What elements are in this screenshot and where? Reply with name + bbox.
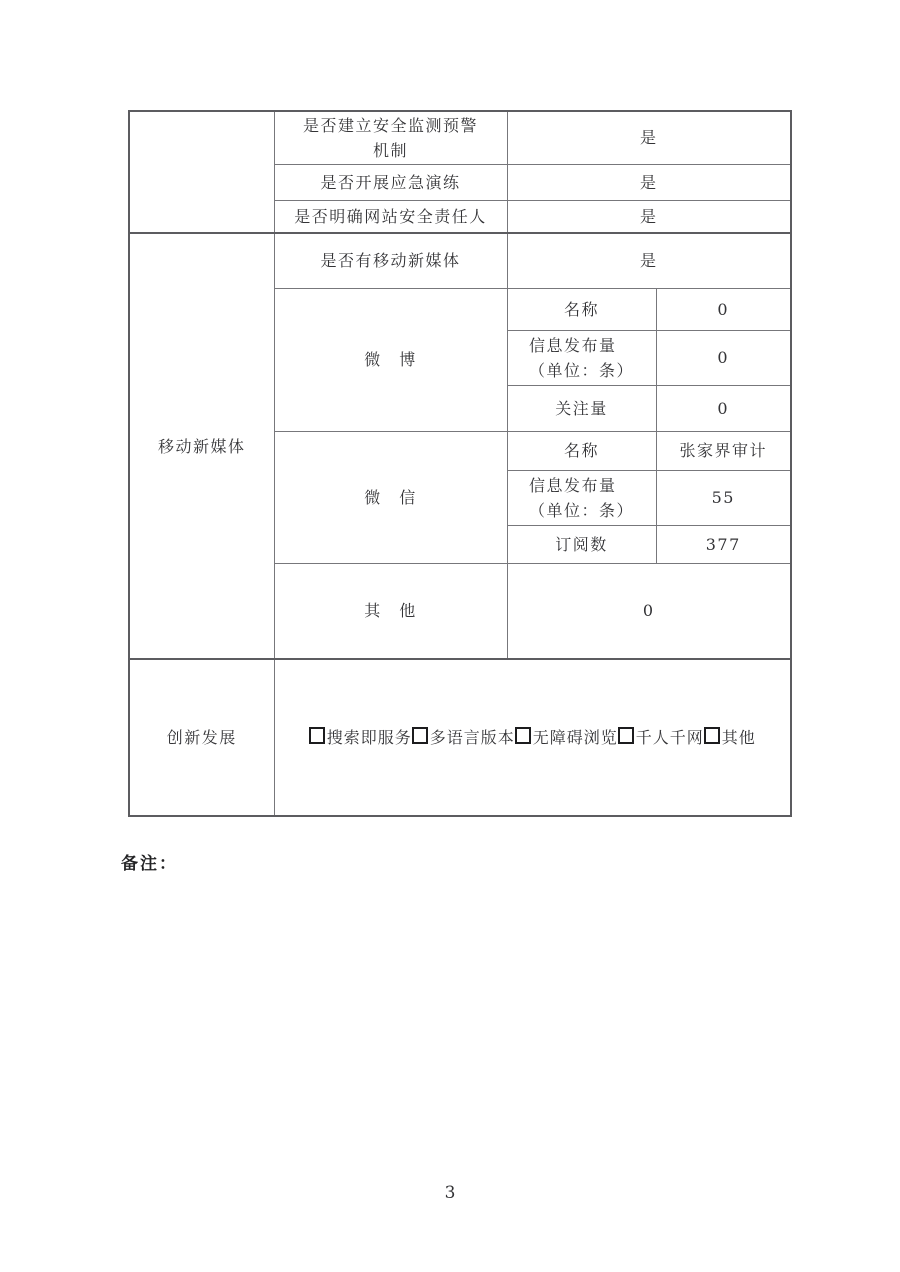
value-wechat-subscribers: 377	[656, 525, 791, 563]
section-label-innovation: 创新发展	[129, 659, 274, 816]
label-other-media: 其 他	[274, 563, 507, 659]
value-has-mobile-media: 是	[507, 233, 791, 288]
label-wechat-name: 名称	[507, 431, 656, 470]
checkbox-icon[interactable]	[618, 727, 634, 744]
option-accessibility	[515, 728, 618, 747]
label-has-mobile-media: 是否有移动新媒体	[274, 233, 507, 288]
label-weibo-name: 名称	[507, 288, 656, 330]
value-security-responsible-person: 是	[507, 200, 791, 233]
label-line: 信息发布量	[528, 475, 617, 495]
option-label: 其他	[721, 728, 756, 747]
section-label-mobile-media: 移动新媒体	[129, 233, 274, 659]
label-line: 机制	[372, 140, 408, 160]
label-weibo-followers: 关注量	[507, 385, 656, 431]
value-other-media: 0	[507, 563, 791, 659]
table-row	[129, 111, 791, 164]
option-label: 多语言版本	[429, 728, 515, 747]
remarks-label: 备注：	[121, 854, 178, 874]
label-wechat-posts	[507, 470, 656, 525]
option-label: 搜索即服务	[326, 728, 412, 747]
option-label: 无障碍浏览	[532, 728, 618, 747]
label-security-warning-mechanism	[274, 111, 507, 164]
two-line-label	[529, 473, 634, 523]
page-number: 3	[444, 1183, 456, 1203]
checkbox-icon[interactable]	[704, 727, 720, 744]
value-emergency-drill: 是	[507, 164, 791, 200]
checkbox-icon[interactable]	[412, 727, 428, 744]
checkbox-icon[interactable]	[515, 727, 531, 744]
innovation-options-line	[275, 725, 791, 750]
innovation-options-cell	[274, 659, 791, 816]
two-line-label	[529, 333, 634, 383]
value-weibo-posts: 0	[656, 330, 791, 385]
value-wechat-posts: 55	[656, 470, 791, 525]
label-weibo-posts	[507, 330, 656, 385]
value-wechat-name: 张家界审计	[656, 431, 791, 470]
label-line: 是否建立安全监测预警	[302, 115, 478, 135]
label-weibo: 微 博	[274, 288, 507, 431]
label-line: （单位：条）	[528, 360, 634, 380]
label-line: （单位：条）	[528, 500, 634, 520]
option-search-as-service	[309, 728, 412, 747]
section-cell-empty	[129, 111, 274, 233]
value-weibo-name: 0	[656, 288, 791, 330]
label-wechat-subscribers: 订阅数	[507, 525, 656, 563]
checkbox-icon[interactable]	[309, 727, 325, 744]
table-row	[129, 233, 791, 288]
option-multilingual	[412, 728, 515, 747]
label-line: 信息发布量	[528, 335, 617, 355]
option-personalized	[618, 728, 704, 747]
label-emergency-drill: 是否开展应急演练	[274, 164, 507, 200]
label-wechat: 微 信	[274, 431, 507, 563]
report-table	[128, 110, 792, 817]
value-weibo-followers: 0	[656, 385, 791, 431]
value-security-warning-mechanism: 是	[507, 111, 791, 164]
table-row	[129, 659, 791, 816]
option-label: 千人千网	[635, 728, 704, 747]
label-security-responsible-person: 是否明确网站安全责任人	[274, 200, 507, 233]
option-other	[704, 728, 756, 747]
